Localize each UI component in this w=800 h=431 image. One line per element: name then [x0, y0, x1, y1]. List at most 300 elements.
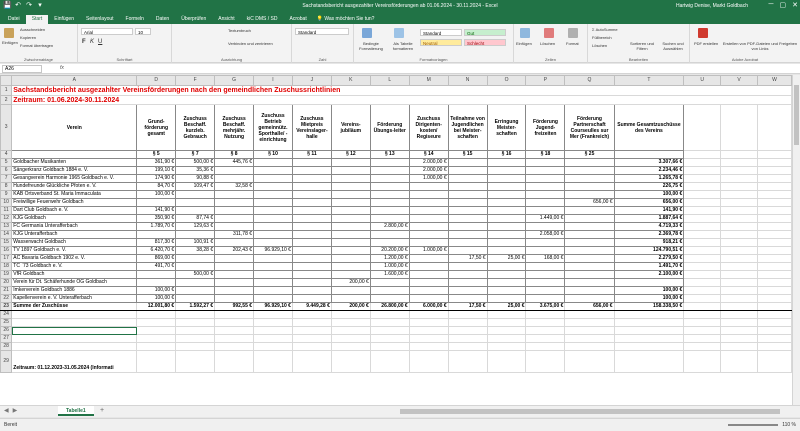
- format-as-table-icon[interactable]: [394, 28, 404, 38]
- format-cells-button[interactable]: Format: [566, 41, 579, 46]
- club-name-cell[interactable]: TC `73 Goldbach e. V.: [12, 263, 137, 271]
- amount-cell[interactable]: [526, 199, 565, 207]
- amount-cell[interactable]: [292, 295, 331, 303]
- tab-ueberpruefen[interactable]: Überprüfen: [181, 16, 207, 22]
- amount-cell[interactable]: 87,74 €: [176, 215, 215, 223]
- cell[interactable]: [254, 311, 293, 319]
- next-sheet-icon[interactable]: ▶: [12, 408, 18, 414]
- amount-cell[interactable]: [215, 215, 254, 223]
- paragraph-cell[interactable]: § 11: [292, 151, 331, 159]
- amount-cell[interactable]: [487, 199, 526, 207]
- amount-cell[interactable]: 200,00 €: [331, 279, 370, 287]
- paragraph-cell[interactable]: § 8: [215, 151, 254, 159]
- amount-cell[interactable]: [254, 287, 293, 295]
- amount-cell[interactable]: [448, 167, 487, 175]
- cell[interactable]: [684, 255, 721, 263]
- insert-cells-icon[interactable]: [520, 28, 530, 38]
- amount-cell[interactable]: [526, 271, 565, 279]
- column-header[interactable]: K: [331, 76, 370, 86]
- amount-cell[interactable]: [526, 183, 565, 191]
- column-header[interactable]: D: [137, 76, 176, 86]
- column-header[interactable]: A: [12, 76, 137, 86]
- cell[interactable]: [721, 239, 758, 247]
- amount-cell[interactable]: 1.200,00 €: [370, 255, 409, 263]
- amount-cell[interactable]: [176, 295, 215, 303]
- cell[interactable]: [137, 311, 176, 319]
- delete-cells-button[interactable]: Löschen: [540, 41, 556, 46]
- club-name-cell[interactable]: TV 1897 Goldbach e. V.: [12, 247, 137, 255]
- amount-cell[interactable]: [215, 263, 254, 271]
- club-name-cell[interactable]: Imkerverein Goldbach 1886: [12, 287, 137, 295]
- amount-cell[interactable]: [370, 295, 409, 303]
- cell[interactable]: [721, 279, 758, 287]
- amount-cell[interactable]: [137, 279, 176, 287]
- cell[interactable]: [758, 247, 792, 255]
- cell[interactable]: [292, 343, 331, 351]
- paste-icon[interactable]: [4, 28, 14, 38]
- close-icon[interactable]: ✕: [792, 2, 798, 9]
- underline-button[interactable]: U: [98, 39, 103, 45]
- cell[interactable]: [409, 335, 448, 343]
- amount-cell[interactable]: 2.000,00 €: [409, 159, 448, 167]
- horizontal-scrollbar[interactable]: [400, 409, 780, 414]
- amount-cell[interactable]: [526, 159, 565, 167]
- total-cell[interactable]: 2.279,50 €: [614, 255, 684, 263]
- amount-cell[interactable]: [565, 183, 614, 191]
- paragraph-cell[interactable]: § 25: [565, 151, 614, 159]
- conditional-format-button[interactable]: Bedingte Formatierung: [359, 41, 383, 51]
- cell[interactable]: [684, 223, 721, 231]
- amount-cell[interactable]: [565, 247, 614, 255]
- column-title[interactable]: Förderung Jugend-freizeiten: [526, 105, 565, 151]
- add-sheet-icon[interactable]: +: [100, 407, 105, 414]
- amount-cell[interactable]: [176, 207, 215, 215]
- amount-cell[interactable]: [254, 279, 293, 287]
- cell[interactable]: [487, 335, 526, 343]
- amount-cell[interactable]: [215, 271, 254, 279]
- fx-icon[interactable]: fx: [60, 65, 64, 71]
- cell[interactable]: [721, 207, 758, 215]
- row-header[interactable]: 11: [1, 207, 12, 215]
- amount-cell[interactable]: [254, 255, 293, 263]
- amount-cell[interactable]: 361,90 €: [137, 159, 176, 167]
- amount-cell[interactable]: 869,00 €: [137, 255, 176, 263]
- amount-cell[interactable]: [176, 255, 215, 263]
- row-header[interactable]: 4: [1, 151, 12, 159]
- amount-cell[interactable]: [292, 207, 331, 215]
- amount-cell[interactable]: [487, 239, 526, 247]
- amount-cell[interactable]: [254, 207, 293, 215]
- amount-cell[interactable]: [254, 239, 293, 247]
- column-title[interactable]: Grund-förderung gesamt: [137, 105, 176, 151]
- cell[interactable]: [565, 343, 614, 351]
- amount-cell[interactable]: 2.000,00 €: [409, 167, 448, 175]
- amount-cell[interactable]: [565, 279, 614, 287]
- amount-cell[interactable]: [331, 263, 370, 271]
- total-cell[interactable]: 2.369,78 €: [614, 231, 684, 239]
- amount-cell[interactable]: [215, 175, 254, 183]
- amount-cell[interactable]: [292, 239, 331, 247]
- total-cell[interactable]: 141,90 €: [614, 207, 684, 215]
- cell[interactable]: [758, 311, 792, 319]
- cell[interactable]: [721, 247, 758, 255]
- minimize-icon[interactable]: ─: [768, 1, 774, 8]
- column-title[interactable]: Erringung Meister-schaften: [487, 105, 526, 151]
- amount-cell[interactable]: [448, 287, 487, 295]
- amount-cell[interactable]: [409, 191, 448, 199]
- cell[interactable]: [176, 335, 215, 343]
- amount-cell[interactable]: [370, 207, 409, 215]
- sum-cell[interactable]: 1.592,27 €: [176, 303, 215, 311]
- cell[interactable]: [721, 351, 758, 373]
- cell[interactable]: [758, 207, 792, 215]
- cell[interactable]: [758, 223, 792, 231]
- amount-cell[interactable]: 17,50 €: [448, 255, 487, 263]
- amount-cell[interactable]: 6.420,70 €: [137, 247, 176, 255]
- cell[interactable]: [409, 327, 448, 335]
- amount-cell[interactable]: 84,70 €: [137, 183, 176, 191]
- cell[interactable]: [684, 279, 721, 287]
- amount-cell[interactable]: [331, 239, 370, 247]
- row-header[interactable]: 21: [1, 287, 12, 295]
- save-icon[interactable]: 💾: [3, 2, 12, 9]
- cell[interactable]: [684, 199, 721, 207]
- amount-cell[interactable]: [526, 287, 565, 295]
- amount-cell[interactable]: [292, 247, 331, 255]
- cell[interactable]: [487, 327, 526, 335]
- cell[interactable]: [292, 319, 331, 327]
- cell[interactable]: [409, 351, 448, 373]
- cell[interactable]: [758, 239, 792, 247]
- amount-cell[interactable]: [526, 279, 565, 287]
- amount-cell[interactable]: [565, 159, 614, 167]
- column-header[interactable]: L: [370, 76, 409, 86]
- amount-cell[interactable]: [370, 183, 409, 191]
- cell[interactable]: [758, 167, 792, 175]
- amount-cell[interactable]: [254, 191, 293, 199]
- cell[interactable]: [614, 319, 684, 327]
- cell[interactable]: [448, 319, 487, 327]
- total-cell[interactable]: [614, 279, 684, 287]
- amount-cell[interactable]: [448, 247, 487, 255]
- amount-cell[interactable]: [565, 215, 614, 223]
- cell[interactable]: [176, 319, 215, 327]
- total-cell[interactable]: 226,75 €: [614, 183, 684, 191]
- amount-cell[interactable]: 109,47 €: [176, 183, 215, 191]
- tab-einfuegen[interactable]: Einfügen: [54, 16, 74, 22]
- amount-cell[interactable]: 100,91 €: [176, 239, 215, 247]
- copy-button[interactable]: Kopieren: [20, 35, 37, 40]
- cell[interactable]: [721, 215, 758, 223]
- amount-cell[interactable]: [526, 207, 565, 215]
- amount-cell[interactable]: [137, 271, 176, 279]
- row-header[interactable]: 1: [1, 86, 12, 96]
- column-header[interactable]: M: [409, 76, 448, 86]
- amount-cell[interactable]: [409, 239, 448, 247]
- cell[interactable]: [614, 351, 684, 373]
- cell[interactable]: [137, 335, 176, 343]
- cell[interactable]: [409, 343, 448, 351]
- row-header[interactable]: 9: [1, 191, 12, 199]
- amount-cell[interactable]: [292, 255, 331, 263]
- amount-cell[interactable]: [370, 167, 409, 175]
- amount-cell[interactable]: [331, 199, 370, 207]
- amount-cell[interactable]: 38,28 €: [176, 247, 215, 255]
- tab-ansicht[interactable]: Ansicht: [218, 16, 235, 22]
- amount-cell[interactable]: [176, 191, 215, 199]
- cell[interactable]: [684, 295, 721, 303]
- cell[interactable]: [254, 343, 293, 351]
- club-name-cell[interactable]: Gesangverein Harmonie 1965 Goldbach e. V.: [12, 175, 137, 183]
- amount-cell[interactable]: 311,78 €: [215, 231, 254, 239]
- cell[interactable]: [721, 271, 758, 279]
- amount-cell[interactable]: [526, 175, 565, 183]
- amount-cell[interactable]: [176, 263, 215, 271]
- amount-cell[interactable]: [292, 175, 331, 183]
- amount-cell[interactable]: [526, 247, 565, 255]
- amount-cell[interactable]: [254, 175, 293, 183]
- cell[interactable]: [448, 311, 487, 319]
- amount-cell[interactable]: [370, 287, 409, 295]
- cell[interactable]: [721, 191, 758, 199]
- amount-cell[interactable]: [565, 263, 614, 271]
- cell[interactable]: [758, 287, 792, 295]
- cell[interactable]: [370, 327, 409, 335]
- cell[interactable]: [137, 351, 176, 373]
- amount-cell[interactable]: [331, 271, 370, 279]
- cell[interactable]: [215, 335, 254, 343]
- amount-cell[interactable]: 445,76 €: [215, 159, 254, 167]
- amount-cell[interactable]: [487, 287, 526, 295]
- maximize-icon[interactable]: ▢: [779, 2, 787, 9]
- scroll-thumb[interactable]: [794, 85, 799, 145]
- amount-cell[interactable]: [331, 295, 370, 303]
- amount-cell[interactable]: 168,00 €: [526, 255, 565, 263]
- club-name-cell[interactable]: Goldbacher Musikanten: [12, 159, 137, 167]
- row-header[interactable]: 14: [1, 231, 12, 239]
- find-select-button[interactable]: Suchen und Auswählen: [662, 41, 684, 51]
- cell[interactable]: [721, 319, 758, 327]
- period-title[interactable]: Zeitraum: 01.06.2024-30.11.2024: [12, 96, 792, 105]
- paragraph-cell[interactable]: [614, 151, 684, 159]
- amount-cell[interactable]: [526, 191, 565, 199]
- tab-datei[interactable]: Datei: [8, 16, 20, 22]
- cell[interactable]: [526, 327, 565, 335]
- amount-cell[interactable]: [254, 271, 293, 279]
- amount-cell[interactable]: 500,00 €: [176, 271, 215, 279]
- amount-cell[interactable]: [292, 199, 331, 207]
- tab-dms[interactable]: kiC DMS / SD: [246, 16, 278, 22]
- tell-me-search[interactable]: [317, 15, 375, 24]
- cell[interactable]: [758, 215, 792, 223]
- amount-cell[interactable]: [565, 239, 614, 247]
- vertical-scrollbar[interactable]: [792, 75, 800, 405]
- cell[interactable]: [254, 327, 293, 335]
- amount-cell[interactable]: 20.200,00 €: [370, 247, 409, 255]
- cell[interactable]: [758, 175, 792, 183]
- cell[interactable]: [370, 351, 409, 373]
- paste-button[interactable]: Einfügen: [2, 40, 18, 45]
- pdf-icon[interactable]: [698, 28, 708, 38]
- cell[interactable]: [614, 327, 684, 335]
- amount-cell[interactable]: [526, 167, 565, 175]
- cell[interactable]: [176, 351, 215, 373]
- row-header[interactable]: 3: [1, 105, 12, 151]
- cell[interactable]: [331, 351, 370, 373]
- cell[interactable]: [526, 311, 565, 319]
- clear-button[interactable]: Löschen: [592, 43, 608, 48]
- amount-cell[interactable]: [409, 231, 448, 239]
- cell[interactable]: [758, 183, 792, 191]
- cell[interactable]: [292, 335, 331, 343]
- cell[interactable]: [684, 105, 721, 151]
- amount-cell[interactable]: [292, 279, 331, 287]
- amount-cell[interactable]: [176, 279, 215, 287]
- paragraph-cell[interactable]: § 13: [370, 151, 409, 159]
- amount-cell[interactable]: [331, 167, 370, 175]
- tab-seitenlayout[interactable]: Seitenlayout: [86, 16, 114, 22]
- cell[interactable]: [526, 351, 565, 373]
- amount-cell[interactable]: [409, 271, 448, 279]
- paragraph-cell[interactable]: § 12: [331, 151, 370, 159]
- cell[interactable]: [292, 327, 331, 335]
- row-header[interactable]: 15: [1, 239, 12, 247]
- cell[interactable]: [684, 319, 721, 327]
- customize-qa-icon[interactable]: ▾: [38, 2, 42, 9]
- cell[interactable]: [721, 287, 758, 295]
- amount-cell[interactable]: [448, 271, 487, 279]
- paragraph-cell[interactable]: § 10: [254, 151, 293, 159]
- amount-cell[interactable]: [487, 175, 526, 183]
- club-name-cell[interactable]: KJG Unterafferbach: [12, 231, 137, 239]
- cell[interactable]: [448, 343, 487, 351]
- amount-cell[interactable]: [254, 159, 293, 167]
- column-title[interactable]: Förderung Partnerschaft Courseulles sur Mer (Frankreich): [565, 105, 614, 151]
- amount-cell[interactable]: [565, 191, 614, 199]
- cell[interactable]: [12, 319, 137, 327]
- total-cell[interactable]: 1.265,78 €: [614, 175, 684, 183]
- amount-cell[interactable]: 32,58 €: [215, 183, 254, 191]
- amount-cell[interactable]: [565, 223, 614, 231]
- amount-cell[interactable]: [292, 159, 331, 167]
- format-painter-button[interactable]: Format übertragen: [20, 43, 54, 48]
- cell[interactable]: [370, 335, 409, 343]
- amount-cell[interactable]: [448, 295, 487, 303]
- cell[interactable]: [684, 263, 721, 271]
- total-cell[interactable]: 2.234,46 €: [614, 167, 684, 175]
- column-header[interactable]: V: [721, 76, 758, 86]
- amount-cell[interactable]: [331, 207, 370, 215]
- paragraph-cell[interactable]: § 7: [176, 151, 215, 159]
- style-standard[interactable]: Standard: [420, 29, 462, 36]
- amount-cell[interactable]: [448, 223, 487, 231]
- cell[interactable]: [565, 351, 614, 373]
- amount-cell[interactable]: [409, 279, 448, 287]
- style-neutral[interactable]: Neutral: [420, 39, 462, 46]
- sheet-title[interactable]: Sachstandsbericht ausgezahlter Vereinsförderungen nach den gemeindlichen Zuschussrichtlinien: [12, 86, 792, 96]
- cell[interactable]: [331, 319, 370, 327]
- amount-cell[interactable]: 96.929,10 €: [254, 247, 293, 255]
- column-title[interactable]: Zuschuss Betrieb gemeinnütz. Sporthalle/ -einrichtung: [254, 105, 293, 151]
- column-header[interactable]: I: [254, 76, 293, 86]
- cell[interactable]: [684, 191, 721, 199]
- column-header[interactable]: W: [758, 76, 792, 86]
- row-header[interactable]: 10: [1, 199, 12, 207]
- amount-cell[interactable]: [565, 271, 614, 279]
- sheet-tab-tabelle1[interactable]: Tabelle1: [58, 406, 94, 416]
- amount-cell[interactable]: [526, 295, 565, 303]
- row-header[interactable]: 5: [1, 159, 12, 167]
- cell[interactable]: [721, 167, 758, 175]
- total-cell[interactable]: 918,21 €: [614, 239, 684, 247]
- cell[interactable]: [526, 343, 565, 351]
- cell[interactable]: [684, 167, 721, 175]
- amount-cell[interactable]: [292, 263, 331, 271]
- cell[interactable]: [409, 311, 448, 319]
- amount-cell[interactable]: 100,00 €: [137, 295, 176, 303]
- tab-daten[interactable]: Daten: [155, 16, 170, 22]
- cell[interactable]: [12, 311, 137, 319]
- amount-cell[interactable]: [448, 199, 487, 207]
- cell[interactable]: [487, 351, 526, 373]
- sum-cell[interactable]: 656,00 €: [565, 303, 614, 311]
- cell[interactable]: [254, 351, 293, 373]
- amount-cell[interactable]: [254, 295, 293, 303]
- amount-cell[interactable]: [254, 263, 293, 271]
- column-title[interactable]: Verein: [12, 105, 137, 151]
- club-name-cell[interactable]: AC Bavaria Goldbach 1902 e. V.: [12, 255, 137, 263]
- total-cell[interactable]: 3.307,66 €: [614, 159, 684, 167]
- amount-cell[interactable]: [254, 231, 293, 239]
- undo-icon[interactable]: ↶: [15, 2, 21, 9]
- amount-cell[interactable]: [370, 279, 409, 287]
- cell[interactable]: [758, 191, 792, 199]
- amount-cell[interactable]: [487, 263, 526, 271]
- cell[interactable]: [684, 311, 721, 319]
- column-header[interactable]: N: [448, 76, 487, 86]
- club-name-cell[interactable]: Wasserwacht Goldbach: [12, 239, 137, 247]
- select-all-corner[interactable]: [1, 76, 12, 86]
- cell[interactable]: [721, 303, 758, 311]
- zoom-level[interactable]: 110 %: [782, 422, 796, 428]
- cut-button[interactable]: Ausschneiden: [20, 27, 46, 32]
- autosum-button[interactable]: [592, 27, 618, 32]
- cell[interactable]: [215, 311, 254, 319]
- amount-cell[interactable]: 1.000,00 €: [370, 263, 409, 271]
- amount-cell[interactable]: [526, 223, 565, 231]
- amount-cell[interactable]: [331, 287, 370, 295]
- row-header[interactable]: 17: [1, 255, 12, 263]
- amount-cell[interactable]: [215, 279, 254, 287]
- amount-cell[interactable]: [215, 167, 254, 175]
- cell[interactable]: [721, 151, 758, 159]
- cell[interactable]: [12, 327, 137, 335]
- amount-cell[interactable]: [448, 175, 487, 183]
- amount-cell[interactable]: [565, 287, 614, 295]
- amount-cell[interactable]: [254, 167, 293, 175]
- column-title[interactable]: Zuschuss Beschaff. mehrjähr. Nutzung: [215, 105, 254, 151]
- total-cell[interactable]: 100,00 €: [614, 295, 684, 303]
- club-name-cell[interactable]: Freiwillige Feuerwehr Goldbach: [12, 199, 137, 207]
- row-header[interactable]: 18: [1, 263, 12, 271]
- cell[interactable]: [684, 207, 721, 215]
- amount-cell[interactable]: [448, 215, 487, 223]
- paragraph-cell[interactable]: § 5: [137, 151, 176, 159]
- amount-cell[interactable]: [487, 215, 526, 223]
- amount-cell[interactable]: [370, 239, 409, 247]
- amount-cell[interactable]: [448, 191, 487, 199]
- amount-cell[interactable]: [487, 279, 526, 287]
